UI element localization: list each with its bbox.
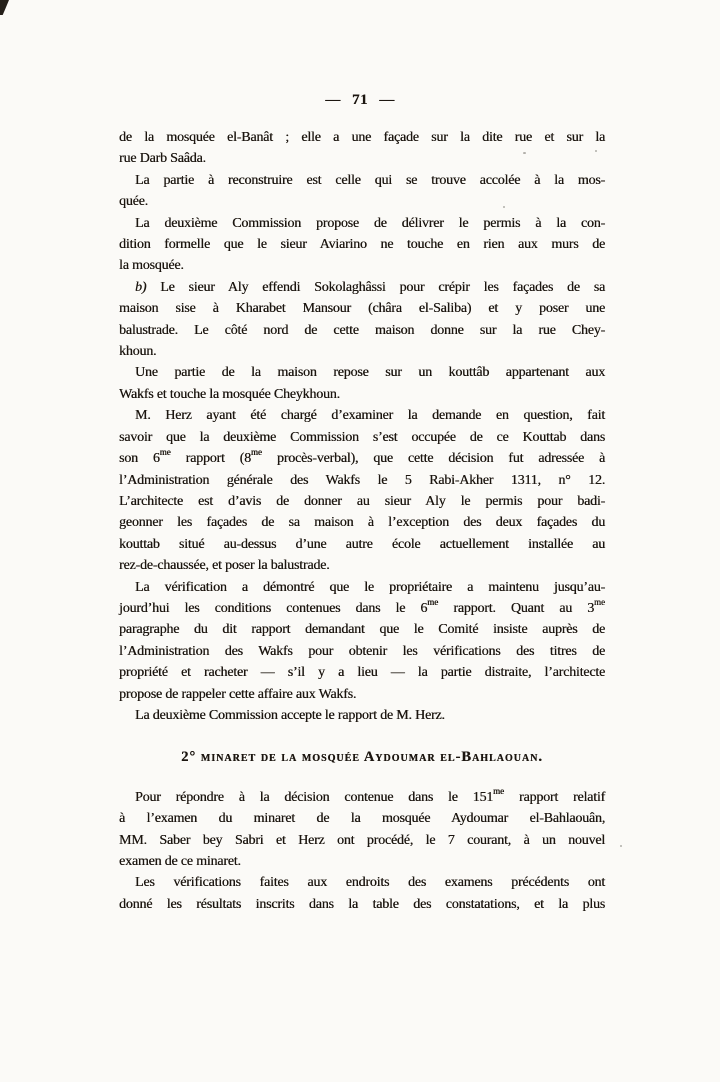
text-line: l’Administration des Wakfs pour obtenir les vérifications des titres de bbox=[119, 643, 605, 659]
text-line: à l’examen du minaret de la mosquée Aydoumar el-Bahlaouân, bbox=[119, 811, 605, 827]
text-line: geonner les façades de sa maison à l’exception des deux façades du bbox=[119, 515, 605, 531]
text-line: propose de rappeler cette affaire aux Wakfs. bbox=[119, 686, 357, 702]
text-block bbox=[119, 127, 605, 915]
text-line: rue Darb Saâda. bbox=[119, 151, 206, 167]
text-line: l’Administration générale des Wakfs le 5 Rabi-Akher 1311, n° 12. bbox=[119, 472, 605, 488]
text-line: La deuxième Commission accepte le rapport de M. Herz. bbox=[135, 707, 445, 723]
text-line: donné les résultats inscrits dans la table des constatations, et la plus bbox=[119, 896, 605, 912]
text-line: paragraphe du dit rapport demandant que le Comité insiste auprès de bbox=[119, 622, 605, 638]
text-line: Les vérifications faites aux endroits des examens précédents ont bbox=[135, 875, 605, 891]
paragraph bbox=[119, 405, 605, 576]
section-heading: 2° minaret de la mosquée Aydoumar el-Bahlaouan. bbox=[181, 749, 543, 766]
superscript: me bbox=[594, 597, 605, 608]
italic-text: b) bbox=[135, 279, 147, 295]
superscript: me bbox=[159, 447, 171, 458]
text-line: dition formelle que le sieur Aviarino ne touche en rien aux murs de bbox=[119, 237, 605, 253]
text-line: kouttab situé au-dessus d’une autre école actuellement installée au bbox=[119, 536, 605, 552]
text-line: Wakfs et touche la mosquée Cheykhoun. bbox=[119, 386, 340, 402]
text-line: La vérification a démontré que le propriétaire a maintenu jusqu’au- bbox=[135, 579, 605, 595]
text-line: MM. Saber bey Sabri et Herz ont procédé, le 7 courant, à un nouvel bbox=[119, 832, 605, 848]
text-line: examen de ce minaret. bbox=[119, 854, 241, 869]
scan-speck bbox=[620, 845, 622, 847]
text-line: maison sise à Kharabet Mansour (châra el-Saliba) et y poser une bbox=[119, 301, 605, 317]
text-line: Une partie de la maison repose sur un kouttâb appartenant aux bbox=[135, 365, 605, 381]
text-line: La partie à reconstruire est celle qui se trouve accolée à la mos- bbox=[135, 172, 605, 188]
text-line: rez-de-chaussée, et poser la balustrade. bbox=[119, 558, 330, 574]
paragraph bbox=[119, 705, 605, 726]
page-header bbox=[0, 92, 720, 109]
paragraph bbox=[119, 127, 605, 170]
scan-artifact-corner bbox=[0, 0, 9, 15]
paragraph bbox=[119, 213, 605, 277]
text-line: L’architecte est d’avis de donner au sieur Aly le permis pour badi- bbox=[119, 493, 605, 509]
superscript: me bbox=[493, 786, 505, 797]
text-line: b) Le sieur Aly effendi Sokolaghâssi pour crépir les façades de sa bbox=[135, 279, 605, 295]
paragraph bbox=[119, 362, 605, 405]
text-line: La deuxième Commission propose de délivrer le permis à la con- bbox=[135, 215, 605, 231]
paragraph bbox=[119, 872, 605, 915]
text-line: son $6^{me}$ rapport ($8^{me}$ procès-verbal), que cette décision fut adressée à bbox=[119, 447, 606, 467]
paragraph bbox=[119, 787, 605, 873]
text-line: propriété et racheter — s’il y a lieu — la partie distraite, l’architecte bbox=[119, 665, 605, 681]
paragraph bbox=[119, 170, 605, 213]
paragraph bbox=[119, 577, 605, 705]
text-line: balustrade. Le côté nord de cette maison donne sur la rue Chey- bbox=[119, 322, 605, 338]
superscript: me bbox=[427, 597, 439, 608]
text-line: khoun. bbox=[119, 344, 157, 360]
text-line: M. Herz ayant été chargé d’examiner la demande en question, fait bbox=[135, 408, 605, 424]
text-line: Pour répondre à la décision contenue dans le $151^{me}$ rapport relatif bbox=[135, 786, 605, 805]
page-number: — 71 — bbox=[325, 92, 395, 108]
text-line: savoir que la deuxième Commission s’est occupée de ce Kouttab dans bbox=[119, 429, 605, 445]
text-line: quée. bbox=[119, 194, 148, 210]
paragraph bbox=[119, 277, 605, 363]
superscript: me bbox=[250, 447, 262, 458]
text-line: jourd’hui les conditions contenues dans le $6^{me}$ rapport. Quant au $3^{me}$ bbox=[119, 597, 605, 616]
text-line: de la mosquée el-Banât ; elle a une façade sur la dite rue et sur la bbox=[119, 130, 605, 145]
text-line: la mosquée. bbox=[119, 258, 184, 274]
